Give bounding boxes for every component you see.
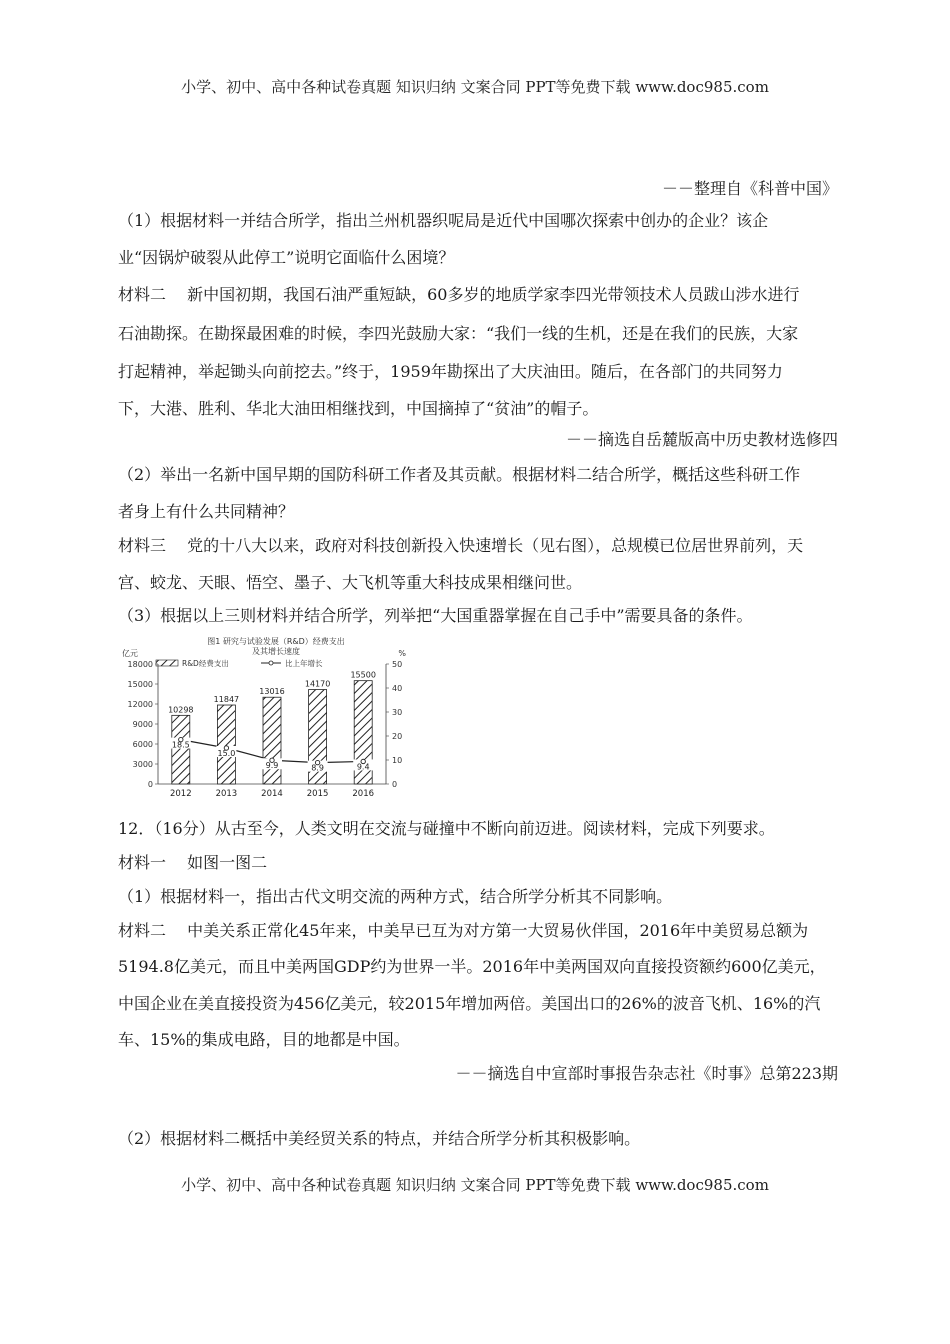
growth-label-2012: 18.5 (171, 740, 190, 750)
legend-bar-label: R&D经费支出 (182, 659, 229, 668)
bar-label-2015: 14170 (304, 679, 331, 689)
right-tick-label: 20 (392, 732, 403, 741)
rd-expenditure-chart (116, 634, 416, 804)
left-tick-label: 0 (147, 780, 153, 789)
growth-label-2016: 9.4 (356, 762, 370, 772)
question-2-line-2: 者身上有什么共同精神？ (118, 502, 295, 521)
legend-bar-swatch (156, 660, 178, 666)
question-1b-line: （1）根据材料一，指出古代文明交流的两种方式，结合所学分析其不同影响。 (118, 887, 673, 906)
chart-title-line-1: 图1 研究与试验发展（R&D）经费支出 (207, 637, 345, 646)
material-2b-line-2: 5194.8亿美元，而且中美两国GDP约为世界一半。2016年中美两国双向直接投资额约600亿美元， (118, 957, 826, 976)
x-tick-label-2013: 2013 (215, 789, 238, 799)
right-tick-label: 30 (392, 708, 403, 717)
left-tick-label: 18000 (127, 660, 153, 669)
bar-2014 (263, 697, 281, 784)
chart-title-line-2: 及其增长速度 (252, 647, 300, 656)
source-note-2: －－摘选自岳麓版高中历史教材选修四 (565, 430, 838, 449)
right-tick-label: 0 (392, 780, 398, 789)
x-tick-label-2014: 2014 (261, 789, 283, 799)
bar-2013 (217, 705, 235, 784)
left-tick-label: 6000 (132, 740, 153, 749)
question-12-intro: 12．（16分）从古至今，人类文明在交流与碰撞中不断向前迈进。阅读材料，完成下列要求。 (118, 819, 775, 838)
x-tick-label-2015: 2015 (306, 789, 329, 799)
material-2-line-2: 石油勘探。在勘探最困难的时候，李四光鼓励大家：“我们一线的生机，还是在我们的民族，大家 (118, 324, 799, 343)
growth-label-2013: 15.0 (217, 749, 236, 758)
left-tick-label: 3000 (132, 760, 153, 769)
growth-label-2015: 8.9 (311, 763, 324, 773)
right-axis-unit: % (398, 649, 406, 658)
material-2-line-1: 材料二 新中国初期，我国石油严重短缺，60多岁的地质学家李四光带领技术人员跋山涉水进行 (118, 285, 800, 304)
x-tick-label-2016: 2016 (352, 789, 375, 799)
question-2b-line: （2）根据材料二概括中美经贸关系的特点，并结合所学分析其积极影响。 (118, 1129, 641, 1148)
right-tick-label: 10 (392, 756, 403, 765)
bar-label-2016: 15500 (350, 670, 376, 680)
legend-line-label: 比上年增长 (285, 659, 323, 668)
material-2b-line-1: 材料二 中美关系正常化45年来，中美早已互为对方第一大贸易伙伴国，2016年中美贸易总额为 (118, 921, 809, 940)
material-2b-line-4: 车、15%的集成电路，目的地都是中国。 (118, 1030, 410, 1049)
right-tick-label: 50 (392, 660, 403, 669)
left-tick-label: 12000 (127, 700, 153, 709)
left-axis-unit: 亿元 (122, 649, 138, 658)
page-header: 小学、初中、高中各种试卷真题 知识归纳 文案合同 PPT等免费下载 www.doc985.com (181, 78, 769, 96)
material-2-line-4: 下，大港、胜利、华北大油田相继找到，中国摘掉了“贫油”的帽子。 (118, 399, 599, 418)
source-note-3: －－摘选自中宣部时事报告杂志社《时事》总第223期 (455, 1064, 838, 1083)
material-2-line-3: 打起精神，举起锄头向前挖去。”终于，1959年勘探出了大庆油田。随后，在各部门的共同努力 (118, 362, 783, 381)
bar-2012 (172, 715, 190, 784)
question-1-line-1: （1）根据材料一并结合所学，指出兰州机器织呢局是近代中国哪次探索中创办的企业？该企 (118, 211, 769, 230)
page-footer: 小学、初中、高中各种试卷真题 知识归纳 文案合同 PPT等免费下载 www.doc985.com (181, 1176, 769, 1194)
right-tick-label: 40 (392, 684, 403, 693)
x-tick-label-2012: 2012 (169, 789, 192, 799)
material-3-line-2: 宫、蛟龙、天眼、悟空、墨子、大飞机等重大科技成果相继问世。 (118, 573, 583, 592)
source-note-1: －－整理自《科普中国》 (661, 179, 838, 198)
bar-label-2014: 13016 (259, 687, 285, 697)
material-1b-line: 材料一 如图一图二 (118, 853, 268, 872)
material-2b-line-3: 中国企业在美直接投资为456亿美元，较2015年增加两倍。美国出口的26%的波音飞机、16%的汽 (118, 994, 821, 1013)
question-3-line: （3）根据以上三则材料并结合所学，列举把“大国重器掌握在自己手中”需要具备的条件。 (118, 606, 753, 625)
growth-label-2014: 9.9 (265, 761, 279, 771)
bar-label-2012: 10298 (168, 705, 194, 715)
bar-label-2013: 11847 (213, 695, 240, 705)
legend-line-marker (269, 661, 273, 665)
left-tick-label: 9000 (132, 720, 153, 729)
left-tick-label: 15000 (127, 680, 153, 689)
question-1-line-2: 业“因锅炉破裂从此停工”说明它面临什么困境？ (118, 248, 455, 267)
material-3-line-1: 材料三 党的十八大以来，政府对科技创新投入快速增长（见右图），总规模已位居世界前列，天 (118, 536, 804, 555)
question-2-line-1: （2）举出一名新中国早期的国防科研工作者及其贡献。根据材料二结合所学，概括这些科研工作 (118, 465, 801, 484)
